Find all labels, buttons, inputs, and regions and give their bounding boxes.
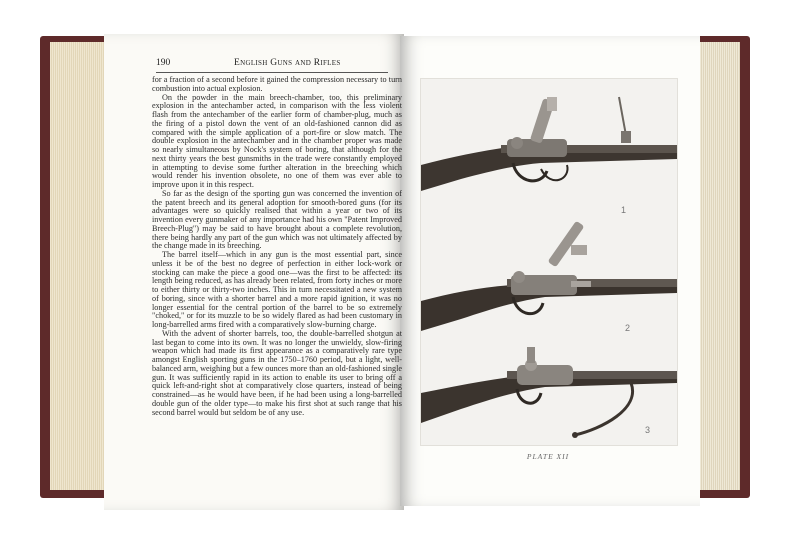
- paragraph: for a fraction of a second before it gained the compression necessary to turn combustion into actual explosion.: [152, 76, 402, 93]
- page-edges-left: [50, 42, 108, 490]
- body-text: [152, 76, 402, 476]
- figure-number: 1: [621, 205, 627, 215]
- plate-caption: PLATE XII: [526, 452, 570, 461]
- figure-number: 3: [645, 425, 651, 435]
- flintlock-gun-1-image: [421, 97, 677, 191]
- running-title: English Guns and Rifles: [234, 58, 341, 68]
- plate-illustration: [421, 79, 677, 445]
- paragraph: So far as the design of the sporting gun was concerned the invention of the patent breech and its general adoption for smooth-bored guns (for its advantages were so quickly realised that within a year or two of its invention every gunmaker of any importance had his own "Patent Improved Breech-Plug") may be said to have brought about a complete revolution, there being hardly any part of the gun which was not ultimately affected by the change made in its breeching.: [152, 188, 402, 251]
- paragraph: With the advent of shorter barrels, too, the double-barrelled shotgun at last began to come into its own. It was no longer the unwieldy, slow-firing weapon which had made its first appearance as a comparatively rare type amongst English sporting guns in the 1750–1760 period, but a light, well-balanced arm, weighing but a few ounces more than an old-fashioned single gun. It was sufficiently rapid in its action to enable its user to bring off a quick left-and-right shot at comparatively close quarters, instead of being constrained—as he would have been, if he had been using a long-barrelled double gun of the older type—to make his first shot at such range that his second barrel would but seldom be of any use.: [152, 328, 402, 417]
- paragraph: The barrel itself—which in any gun is the most essential part, since unless it be of the best no degree of perfection in either lock-work or stocking can make the piece a good one—was the first to be affected: its length being reduced, as has already been related, from forty inches or more to either thirty or thirty-two inches. This in turn necessitated a new system of boring, since with a shorter barrel and a more rapid ignition, it was no longer essential for the central portion of the barrel to be so extremely "choked," or for its muzzle to be so widely flared as had been customary in long-barrelled arms fired with a comparatively slow-burning charge.: [152, 250, 402, 329]
- paragraph: On the powder in the main breech-chamber, too, this preliminary explosion in the antechamber acted, in comparison with the less violent flash from the antechamber of the earlier form of chamber-plug, much as the firing of a pistol down the vent of an old-fashioned cannon did as compared with the simple application of a port-fire or slow match. The double explosion in the antechamber and in the chamber proper was made so nearly simultaneous by Nock's system of boring, that although for the next thirty years the best gunsmiths in the trade were constantly employed in attempting to devise some further alteration in the breeching which would render his invention obsolete, no one of them was ever able to improve upon it in this respect.: [152, 92, 402, 189]
- flintlock-gun-2-image: [421, 221, 677, 331]
- running-head: [156, 58, 388, 73]
- plate-photograph: [420, 78, 678, 446]
- figure-number: 2: [625, 323, 631, 333]
- flintlock-gun-3-image: [421, 347, 677, 438]
- page-number: 190: [156, 58, 171, 68]
